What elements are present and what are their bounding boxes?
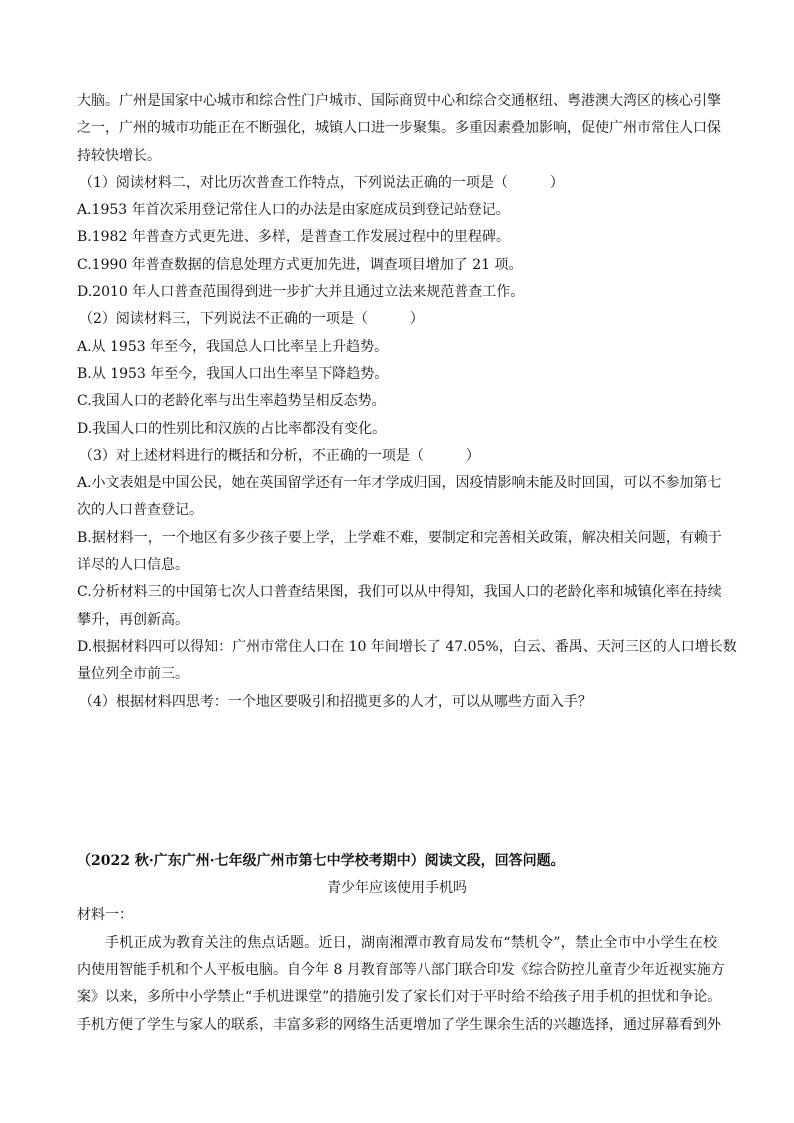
question-2-option-b: B.从 1953 年至今，我国人口出生率呈下降趋势。 — [77, 365, 389, 382]
question-2-stem: （2）阅读材料三，下列说法不正确的一项是（ ） — [79, 311, 424, 328]
question-3-option-d: D.根据材料四可以得知：广州市常住人口在 10 年间增长了 47.05%，白云、番禺、天河三区的人口增长数 — [77, 638, 737, 655]
question-3-option-c: C.分析材料三的中国第七次人口普查结果图，我们可以从中得知，我国人口的老龄化率和城镇化率在持续 — [77, 584, 722, 601]
question-3-option-a-cont: 次的人口普查登记。 — [77, 502, 203, 519]
paragraph-line: 案》以来，多所中小学禁止“手机进课堂”的措施引发了家长们对于平时给不给孩子用手机的担忧和争论。 — [77, 989, 722, 1006]
section-source: （2022 秋·广东广州·七年级广州市第七中学校考期中）阅读文段，回答问题。 — [77, 852, 565, 869]
paragraph-line: 持较快增长。 — [77, 147, 161, 164]
question-3-option-b-cont: 详尽的人口信息。 — [77, 557, 189, 574]
question-3-stem: （3）对上述材料进行的概括和分析，不正确的一项是（ ） — [79, 447, 480, 464]
answer-space — [77, 716, 717, 848]
question-1-option-b: B.1982 年普查方式更先进、多样，是普查工作发展过程中的里程碑。 — [77, 229, 510, 246]
paragraph-line: 大脑。广州是国家中心城市和综合性门户城市、国际商贸中心和综合交通枢纽、粤港澳大湾区的核心引擎 — [77, 93, 721, 109]
paragraph-line: 手机方便了学生与家人的联系，丰富多彩的网络生活更增加了学生课余生活的兴趣选择，通过屏幕看到外 — [77, 1016, 721, 1033]
question-2-option-a: A.从 1953 年至今，我国总人口比率呈上升趋势。 — [77, 338, 389, 355]
material-label: 材料一： — [77, 907, 133, 924]
question-4-stem: （4）根据材料四思考：一个地区要吸引和招揽更多的人才，可以从哪些方面入手？ — [79, 693, 592, 710]
question-1-option-d: D.2010 年人口普查范围得到进一步扩大并且通过立法来规范普查工作。 — [77, 284, 525, 301]
question-1-stem: （1）阅读材料二，对比历次普查工作特点，下列说法正确的一项是（ ） — [79, 174, 564, 191]
paragraph-line: 内使用智能手机和个人平板电脑。自今年 8 月教育部等八部门联合印发《综合防控儿童青少年近视实施方 — [77, 962, 725, 979]
question-3-option-a: A.小文表姐是中国公民，她在英国留学还有一年才学成归国，因疫情影响未能及时回国，可以不参加第七 — [77, 475, 722, 492]
paragraph-line: 手机正成为教育关注的焦点话题。近日，湖南湘潭市教育局发布“禁机令”，禁止全市中小学生在校 — [105, 934, 717, 951]
article-title: 青少年应该使用手机吗 — [327, 880, 467, 897]
question-1-option-c: C.1990 年普查数据的信息处理方式更加先进，调查项目增加了 21 项。 — [77, 256, 523, 273]
question-1-option-a: A.1953 年首次采用登记常住人口的办法是由家庭成员到登记站登记。 — [77, 202, 510, 219]
question-2-option-c: C.我国人口的老龄化率与出生率趋势呈相反态势。 — [77, 393, 386, 410]
question-3-option-c-cont: 攀升，再创新高。 — [77, 611, 189, 628]
question-3-option-d-cont: 量位列全市前三。 — [77, 666, 189, 683]
paragraph-line: 之一，广州的城市功能正在不断强化，城镇人口进一步聚集。多重因素叠加影响，促使广州市常住人口保 — [77, 120, 721, 137]
document-body — [77, 88, 737, 1039]
question-3-option-b: B.据材料一，一个地区有多少孩子要上学，上学难不难，要制定和完善相关政策，解决相关问题，有赖于 — [77, 529, 722, 546]
question-2-option-d: D.我国人口的性别比和汉族的占比率都没有变化。 — [77, 420, 387, 437]
